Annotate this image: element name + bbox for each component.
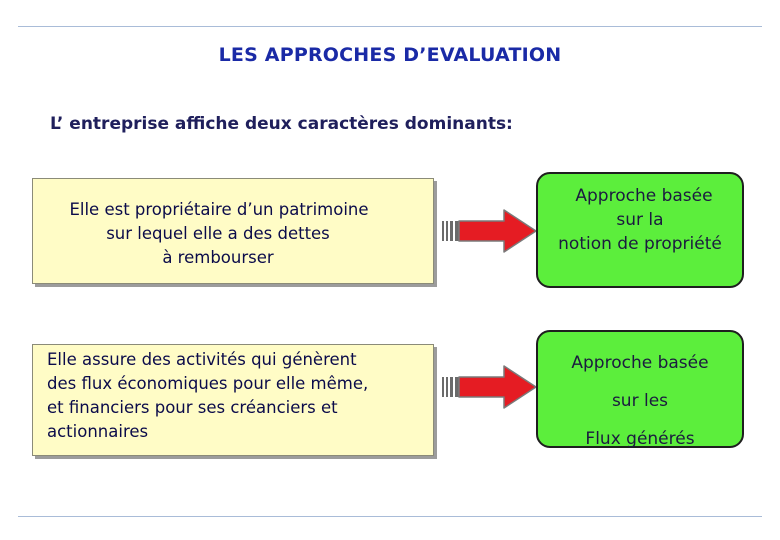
approach-line: Approche basée <box>571 353 709 373</box>
characteristic-box-activites <box>32 344 434 456</box>
page-subtitle: L’ entreprise affiche deux caractères dominants: <box>50 114 513 134</box>
page-title: LES APPROCHES D’EVALUATION <box>218 44 562 66</box>
approach-line: Approche basée <box>575 186 713 206</box>
characteristic-line: des flux économiques pour elle même, <box>47 374 369 393</box>
characteristic-line: actionnaires <box>47 422 149 441</box>
approach-line: Flux générés <box>585 429 695 449</box>
characteristic-line: sur lequel elle a des dettes <box>106 224 330 243</box>
right-arrow-icon <box>440 364 540 410</box>
approach-line: notion de propriété <box>558 234 722 254</box>
approach-box-flux <box>536 330 744 448</box>
right-arrow-icon <box>440 208 540 254</box>
characteristic-box-patrimoine <box>32 178 434 284</box>
approach-line: sur la <box>616 210 664 230</box>
top-divider <box>18 26 762 27</box>
approach-box-propriete <box>536 172 744 288</box>
characteristic-line: à rembourser <box>162 248 274 267</box>
characteristic-line: Elle assure des activités qui génèrent <box>47 350 357 369</box>
approach-line: sur les <box>611 391 669 411</box>
characteristic-line: et financiers pour ses créanciers et <box>47 398 338 417</box>
characteristic-line: Elle est propriétaire d’un patrimoine <box>69 200 369 219</box>
bottom-divider <box>18 516 762 517</box>
